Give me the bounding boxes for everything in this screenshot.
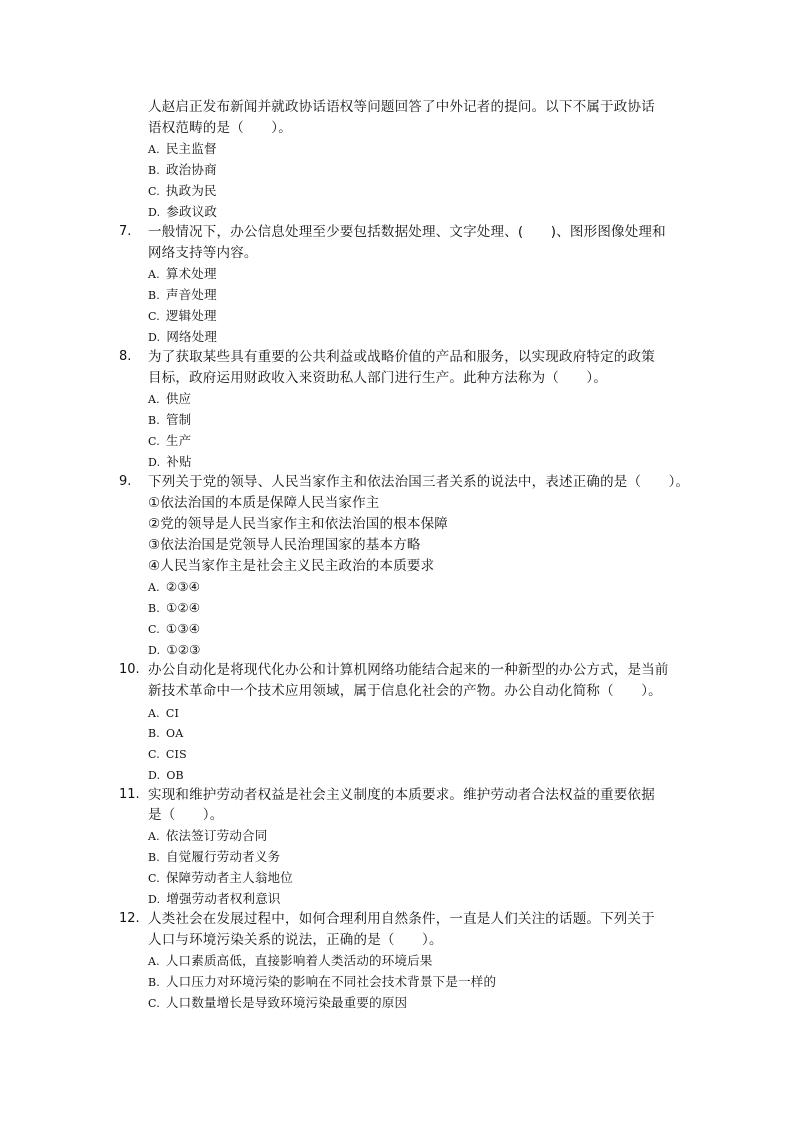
option-letter: B.	[148, 727, 160, 740]
question-10-option-c	[148, 744, 193, 765]
question-10-text-line-1: 办公自动化是将现代化办公和计算机网络功能结合起来的一种新型的办公方式，是当前	[148, 662, 669, 678]
option-letter: D.	[148, 769, 161, 782]
option-letter: B.	[148, 602, 160, 615]
question-12-text-line-1: 人类社会在发展过程中，如何合理利用自然条件，一直是人们关注的话题。下列关于	[148, 911, 655, 927]
question-8-number: 8.	[119, 349, 132, 364]
question-8-option-b	[148, 410, 191, 431]
option-text: 管制	[165, 412, 192, 427]
option-text: ①③④	[165, 621, 201, 636]
question-7-option-c	[148, 306, 217, 327]
question-7-text-line-2: 网络支持等内容。	[148, 245, 258, 261]
question-7-text-line-1: 一般情况下，办公信息处理至少要包括数据处理、文字处理、( )、图形图像处理和	[148, 224, 666, 240]
question-10-text-line-2: 新技术革命中一个技术应用领域，属于信息化社会的产物。办公自动化简称（ ）。	[148, 683, 662, 699]
option-text: CI	[165, 707, 180, 720]
question-10-option-b	[148, 723, 189, 744]
question-10-option-a	[148, 703, 185, 724]
option-letter: A.	[148, 830, 160, 843]
question-10-option-d	[148, 765, 190, 786]
option-text: CIS	[165, 748, 187, 761]
option-letter: B.	[148, 164, 160, 177]
option-letter: A.	[148, 707, 160, 720]
option-text: 自觉履行劳动者义务	[165, 849, 281, 864]
option-text: 民主监督	[165, 141, 217, 156]
option-letter: B.	[148, 289, 160, 302]
option-text: 依法签订劳动合同	[165, 828, 268, 843]
option-text: 生产	[165, 433, 192, 448]
option-text: 声音处理	[165, 287, 217, 302]
question-12-option-b	[148, 972, 496, 993]
question-9-option-b	[148, 598, 200, 619]
question-6-option-a	[148, 139, 217, 160]
question-7-option-b	[148, 285, 217, 306]
question-6-option-b	[148, 160, 217, 181]
question-6-option-c	[148, 181, 217, 202]
option-text: ①②③	[166, 642, 201, 657]
option-text: 网络处理	[166, 329, 218, 344]
question-9-text-line-1: 下列关于党的领导、人民当家作主和依法治国三者关系的说法中，表述正确的是（ ）。	[148, 474, 690, 490]
question-12-text-line-2: 人口与环境污染关系的说法，正确的是（ ）。	[148, 932, 443, 948]
question-8-text-line-2: 目标，政府运用财政收入来资助私人部门进行生产。此种方法称为（ ）。	[148, 370, 608, 386]
option-letter: A.	[148, 581, 160, 594]
question-11-option-d	[148, 889, 281, 910]
question-9-statement-2: ②党的领导是人民当家作主和依法治国的根本保障	[148, 516, 449, 532]
question-10-number: 10.	[119, 662, 140, 677]
option-text: 保障劳动者主人翁地位	[165, 870, 293, 885]
question-11-number: 11.	[119, 787, 140, 802]
question-6-text-line-2: 语权范畴的是（ ）。	[148, 120, 292, 136]
option-letter: C.	[148, 748, 160, 761]
option-text: 算术处理	[165, 266, 217, 281]
question-8-option-d	[148, 452, 192, 473]
question-8-option-c	[148, 431, 191, 452]
option-letter: A.	[148, 268, 160, 281]
option-letter: C.	[148, 310, 160, 323]
option-letter: D.	[148, 456, 161, 469]
option-text: 政治协商	[165, 162, 217, 177]
question-11-text-line-2: 是（ ）。	[148, 807, 224, 823]
option-letter: C.	[148, 185, 160, 198]
option-text: 参政议政	[166, 204, 218, 219]
question-11-option-b	[148, 847, 280, 868]
option-text: 供应	[165, 391, 192, 406]
question-11-option-a	[148, 826, 267, 847]
question-12-option-c	[148, 993, 407, 1014]
option-text: 人口数量增长是导致环境污染最重要的原因	[165, 995, 408, 1010]
option-letter: C.	[148, 872, 160, 885]
option-text: ②③④	[165, 579, 201, 594]
question-7-option-d	[148, 327, 217, 348]
option-text: 增强劳动者权利意识	[166, 891, 281, 906]
question-9-option-d	[148, 640, 201, 661]
question-8-option-a	[148, 389, 191, 410]
option-letter: C.	[148, 997, 160, 1010]
option-letter: B.	[148, 976, 160, 989]
option-letter: A.	[148, 143, 160, 156]
option-text: OB	[166, 769, 184, 782]
question-9-option-c	[148, 619, 200, 640]
question-11-option-c	[148, 868, 293, 889]
option-text: OA	[165, 727, 184, 740]
question-9-statement-4: ④人民当家作主是社会主义民主政治的本质要求	[148, 558, 435, 574]
question-9-number: 9.	[119, 474, 132, 489]
option-letter: D.	[148, 644, 161, 657]
question-9-statement-1: ①依法治国的本质是保障人民当家作主	[148, 495, 380, 511]
option-letter: D.	[148, 206, 161, 219]
question-12-option-a	[148, 951, 433, 972]
option-text: 逻辑处理	[165, 308, 217, 323]
option-letter: B.	[148, 414, 160, 427]
question-8-text-line-1: 为了获取某些具有重要的公共利益或战略价值的产品和服务，以实现政府特定的政策	[148, 349, 655, 365]
question-9-option-a	[148, 577, 200, 598]
question-6-option-d	[148, 202, 217, 223]
option-letter: C.	[148, 435, 160, 448]
option-text: 补贴	[166, 454, 192, 469]
option-letter: D.	[148, 893, 161, 906]
question-12-number: 12.	[119, 911, 140, 926]
question-6-text-line-1: 人赵启正发布新闻并就政协话语权等问题回答了中外记者的提问。以下不属于政协话	[148, 99, 655, 115]
option-letter: A.	[148, 955, 160, 968]
option-letter: B.	[148, 851, 160, 864]
option-text: ①②④	[165, 600, 201, 615]
option-letter: D.	[148, 331, 161, 344]
question-7-option-a	[148, 264, 217, 285]
option-letter: C.	[148, 623, 160, 636]
option-text: 人口素质高低，直接影响着人类活动的环境后果	[165, 953, 433, 968]
question-9-statement-3: ③依法治国是党领导人民治理国家的基本方略	[148, 537, 421, 553]
question-7-number: 7.	[119, 224, 132, 239]
option-text: 执政为民	[165, 183, 217, 198]
option-text: 人口压力对环境污染的影响在不同社会技术背景下是一样的	[165, 974, 497, 989]
question-11-text-line-1: 实现和维护劳动者权益是社会主义制度的本质要求。维护劳动者合法权益的重要依据	[148, 787, 655, 803]
option-letter: A.	[148, 393, 160, 406]
